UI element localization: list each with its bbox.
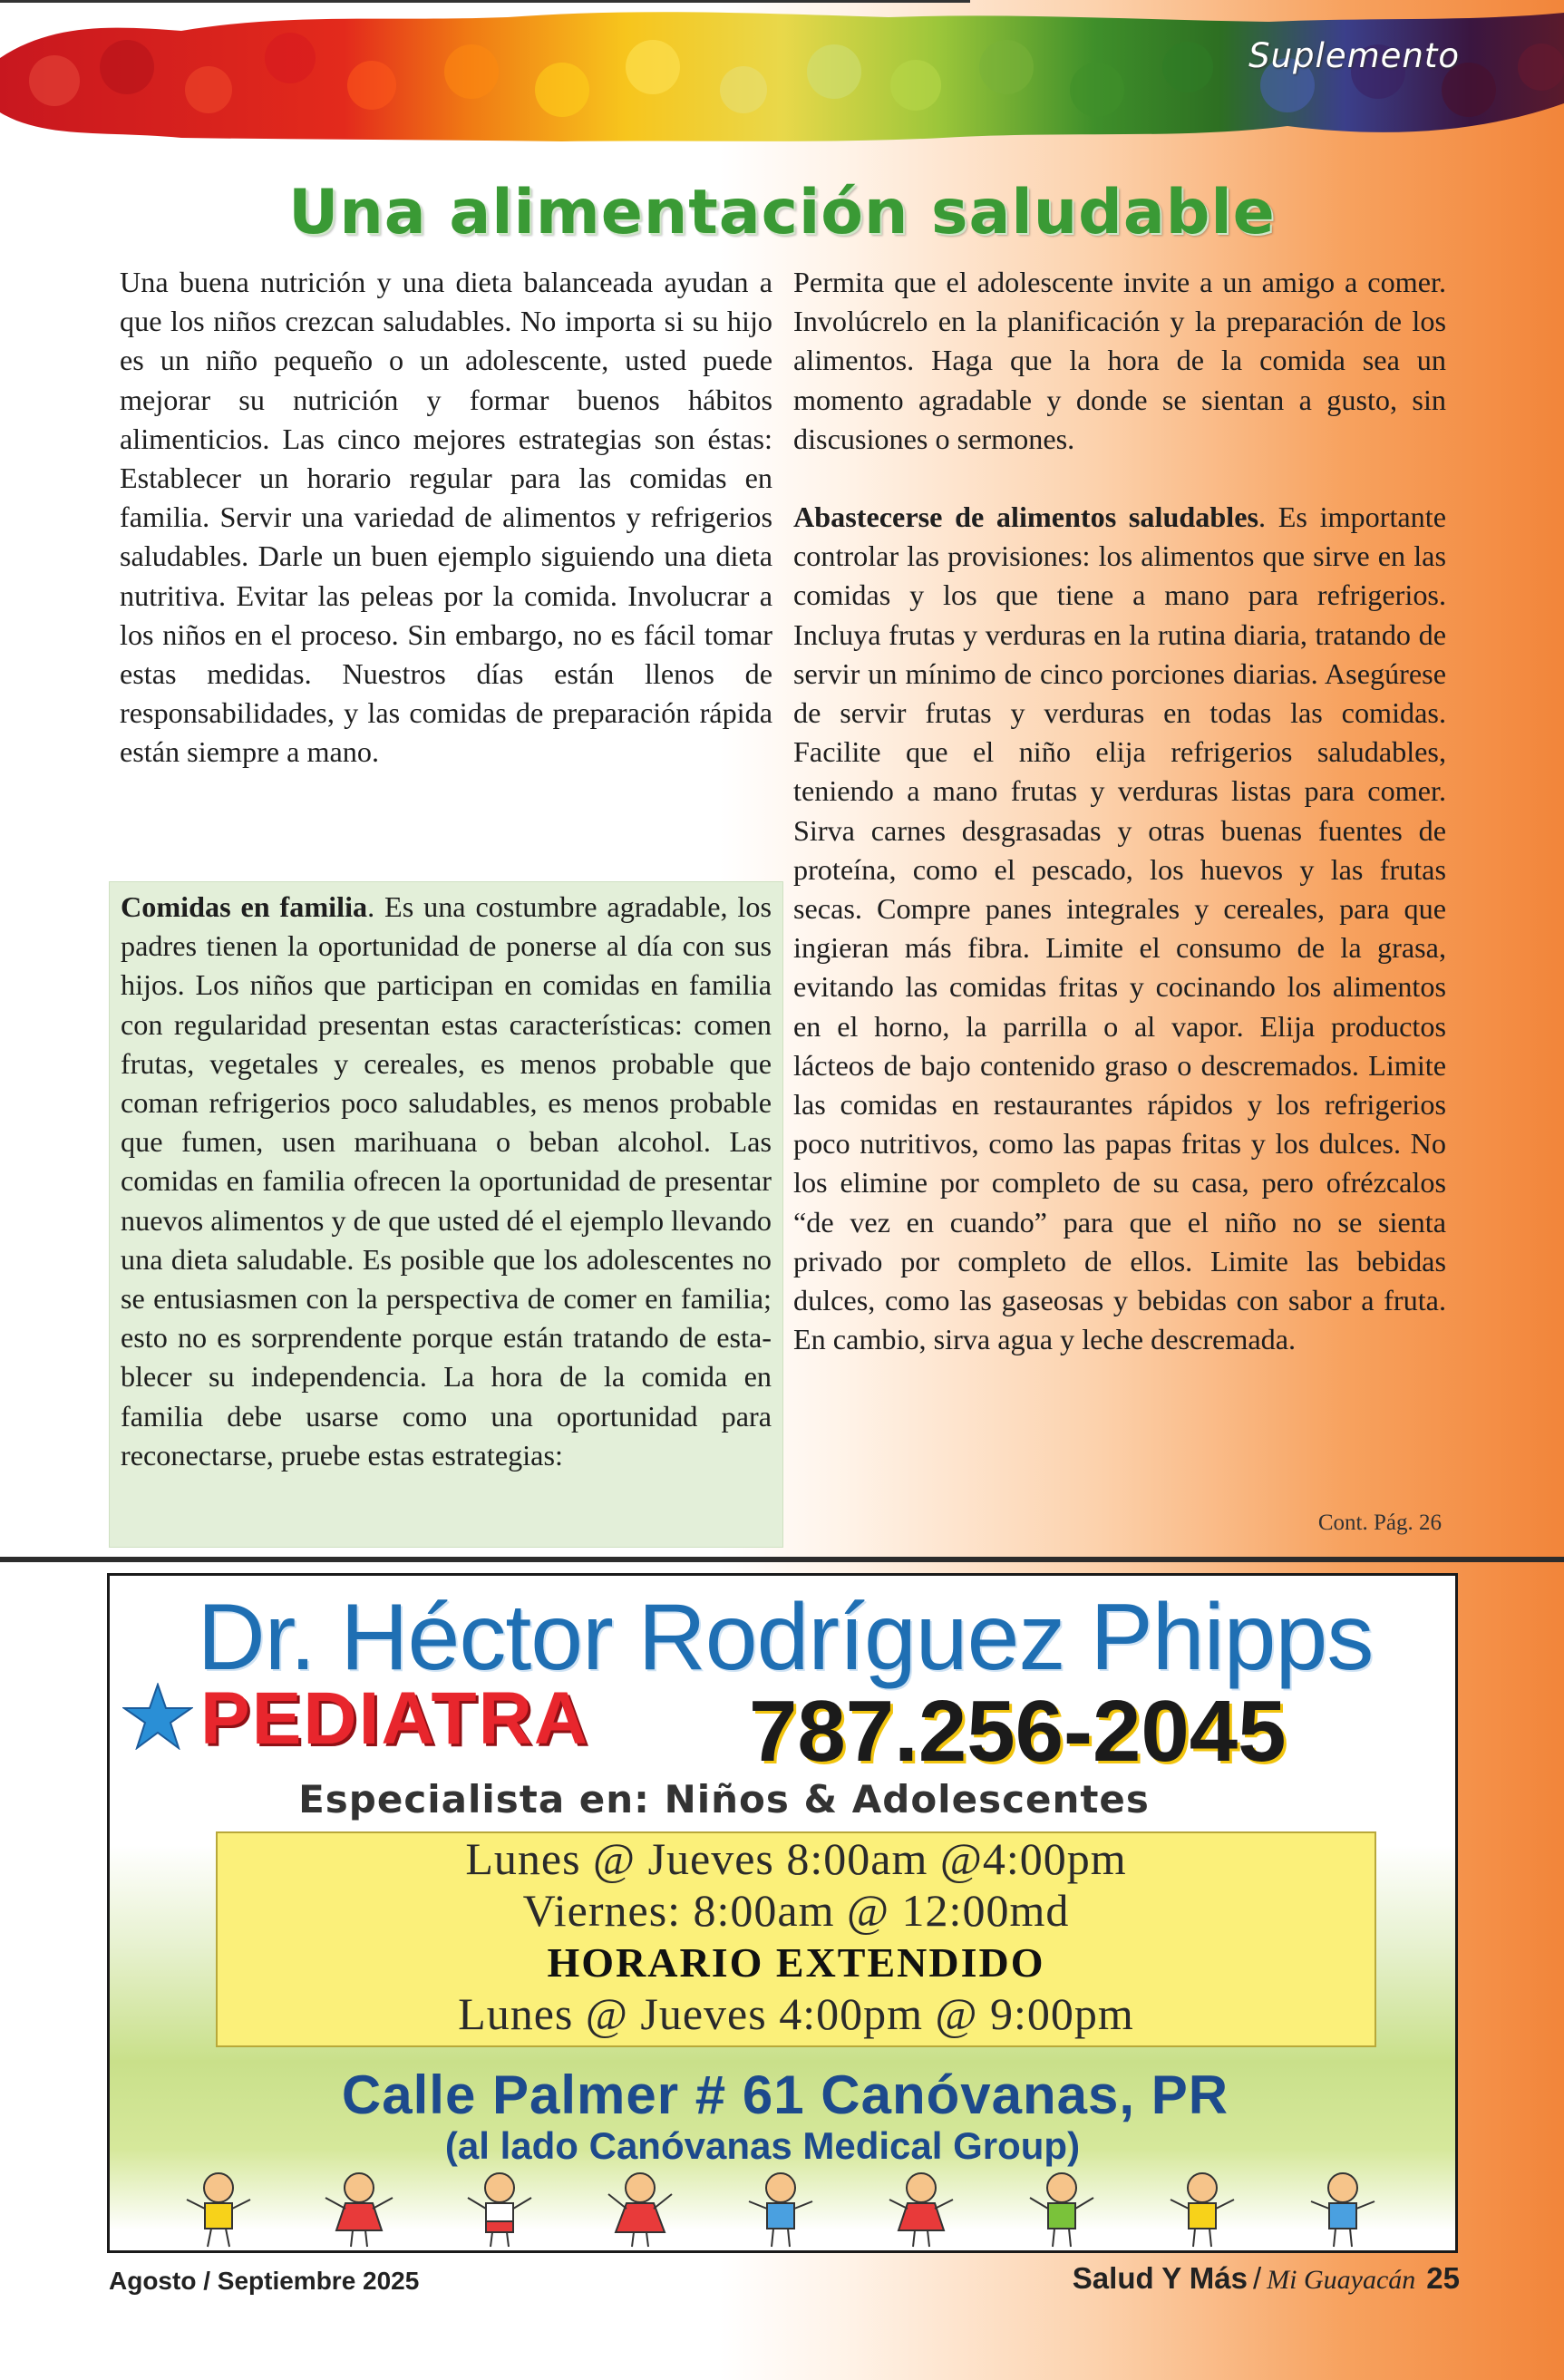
ad-title: PEDIATRA xyxy=(200,1677,590,1760)
ad-doctor-name: Dr. Héctor Rodríguez Phipps xyxy=(197,1585,1374,1690)
ad-extended-hours: Lunes @ Jueves 4:00pm @ 9:00pm xyxy=(458,1988,1134,2039)
top-rule xyxy=(0,0,970,3)
kid-figure xyxy=(468,2173,531,2247)
ad-hours-friday: Viernes: 8:00am @ 12:00md xyxy=(522,1885,1070,1936)
supplies-body: . Es importante controlar las provisiones: los alimentos que sirve en las comidas y los que tiene a mano para refrigerios. Incluya frutas y verduras en la rutina diaria, tratando de servir un mínimo de cinco porciones diarias. Asegúrese de servir frutas y verduras en todas las comidas. Facilite que el niño elija refrigerios saludables, teniendo a mano frutas y verduras listas para comer. Sirva carnes desgrasadas y otras buenas fuentes de proteína, como el pescado, los huevos y las frutas secas. Compre panes integrales y cereales, para que ingieran más fibra. Limite el consumo de la grasa, evitando las comidas fritas y cocinando los alimentos en el horno, la parrilla o al vapor. Elija productos lácteos de bajo contenido graso o descremados. Limite las comidas en restaurantes rápidos y los refrigerios poco nutritivos, como las papas fritas y los dulces. No los elimine por completo de su casa, pero ofrézcalos “de vez en cuando” para que el niño no se sienta privado por completo de ellos. Limite las bebidas dulces, como las gaseosas y bebidas con sabor a fruta. En cambio, sirva agua y leche descremada. xyxy=(793,500,1447,1356)
kid-figure xyxy=(749,2173,812,2247)
kid-figure xyxy=(1171,2173,1234,2247)
ad-hours-box xyxy=(216,1831,1376,2047)
kid-figure xyxy=(889,2173,953,2247)
article-title: Una alimentación saludable xyxy=(288,177,1276,248)
magazine-name: Salud Y Más xyxy=(1072,2261,1248,2295)
kid-figure xyxy=(608,2173,672,2247)
issue-date: Agosto / Septiembre 2025 xyxy=(109,2267,420,2295)
kid-figure xyxy=(1030,2173,1093,2247)
ad-specialty: Especialista en: Niños & Adolescentes xyxy=(298,1777,1150,1821)
article-right-column xyxy=(793,263,1446,1359)
family-meals-body: . Es una costumbre agradable, los padres tienen la oportunidad de ponerse al día con sus hijos. Los niños que participan en comidas en familia con regularidad presentan estas características: comen frutas, vegetales y cereales, es menos probable que coman refrigerios poco saludables, es menos probable que fumen, usen marihuana o beban alcohol. Las comidas en familia ofrecen la oportunidad de presentar nuevos alimentos y de que usted dé el ejemplo llevando una dieta saludable. Es posible que los adolescentes no se entusiasmen con la perspectiva de comer en familia; esto no es sorprendente porque están tratando de establecer su independencia. La hora de la comida en familia debe usarse como una oportunidad para reconectarse, pruebe estas estrategias: xyxy=(121,890,772,1472)
family-meals-heading: Comidas en familia xyxy=(121,890,368,923)
supplies-heading: Abastecerse de alimentos saludables xyxy=(793,500,1259,534)
ad-address-note: (al lado Canóvanas Medical Group) xyxy=(444,2124,1081,2167)
kid-figure xyxy=(187,2173,250,2247)
article-intro-column xyxy=(120,263,772,772)
kid-figure xyxy=(325,2173,393,2247)
brand-name: Mi Guayacán xyxy=(1267,2265,1416,2295)
footer-separator: / xyxy=(1252,2261,1262,2295)
family-meals-box xyxy=(109,881,783,1548)
fruit-vegetable-banner-image xyxy=(0,4,1564,158)
section-divider xyxy=(0,1557,1564,1562)
family-meals-paragraph xyxy=(121,888,772,1475)
footer-masthead xyxy=(1073,2261,1460,2296)
page-number: 25 xyxy=(1426,2261,1460,2295)
star-icon xyxy=(122,1683,193,1750)
paragraph-gap xyxy=(793,459,1446,498)
supplement-label: Suplemento xyxy=(1248,36,1460,75)
produce-banner xyxy=(0,0,1564,159)
supplies-paragraph xyxy=(793,498,1446,1359)
continued-note: Cont. Pág. 26 xyxy=(1317,1511,1442,1535)
ad-phone-number: 787.256-2045 xyxy=(749,1683,1287,1780)
kid-figure xyxy=(1311,2173,1375,2247)
ad-hours-weekday: Lunes @ Jueves 8:00am @4:00pm xyxy=(465,1833,1127,1884)
pediatrician-advertisement xyxy=(107,1573,1458,2253)
ad-extended-label: HORARIO EXTENDIDO xyxy=(547,1939,1045,1986)
children-illustration xyxy=(164,2165,1415,2251)
ad-address: Calle Palmer # 61 Canóvanas, PR xyxy=(341,2064,1229,2125)
intro-paragraph: Una buena nutrición y una dieta balanceada ayudan a que los niños crezcan saludables. No importa si su hijo es un niño pequeño o un adolescente, usted puede mejorar su nutrición y formar buenos hábitos alimenticios. Las cinco mejores estrategias son éstas: Establecer un horario regular para las comidas en familia. Servir una variedad de alimentos y refrigerios saludables. Darle un buen ejemplo siguiendo una dieta nutritiva. Evitar las peleas por la comida. Involucrar a los niños en el proceso. Sin embargo, no es fácil tomar estas medidas. Nuestros días están llenos de responsabilidades, y las comidas de preparación rápida están siempre a mano. xyxy=(120,266,772,769)
right-intro-paragraph: Permita que el adolescente invite a un amigo a comer. Involúcrelo en la planificación y la preparación de los alimentos. Haga que la hora de la comida sea un momento agradable y donde se sientan a gusto, sin discusiones o sermones. xyxy=(793,266,1446,455)
